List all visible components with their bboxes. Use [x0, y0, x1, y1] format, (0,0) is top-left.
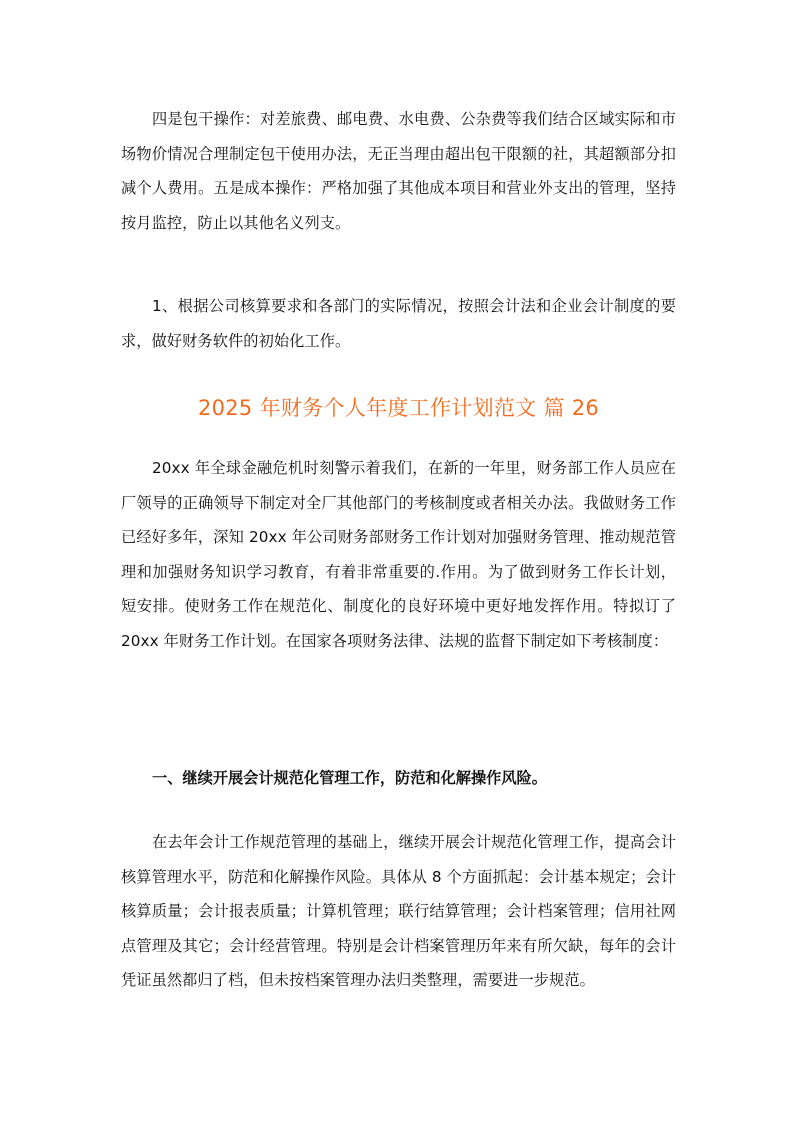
body-paragraph-intro: 20xx 年全球金融危机时刻警示着我们，在新的一年里，财务部工作人员应在厂领导的正确领导下制定对全厂其他部门的考核制度或者相关办法。我做财务工作已经好多年，深知 20xx 年公司财务部财务工作计划对加强财务管理、推动规范管理和加强财务知识学习教育，有着非常重要的.作用。为了做到财务工作长计划，短安排。使财务工作在规范化、制度化的良好环境中更好地发挥作用。特拟订了 20xx 年财务工作计划。在国家各项财务法律、法规的监督下制定如下考核制度： — [121, 459, 676, 650]
article-title: 2025 年财务个人年度工作计划范文 篇 26 — [197, 396, 600, 420]
body-paragraph-accounting-standardization: 在去年会计工作规范管理的基础上，继续开展会计规范化管理工作，提高会计核算管理水平，防范和化解操作风险。具体从 8 个方面抓起：会计基本规定；会计核算质量；会计报表质量；计算机管理；联行结算管理；会计档案管理；信用社网点管理及其它；会计经营管理。特别是会计档案管理历年来有所欠缺，每年的会计凭证虽然都归了档，但未按档案管理办法归类整理，需要进一步规范。 — [121, 833, 676, 989]
body-paragraph-software-initialization: 1、根据公司核算要求和各部门的实际情况，按照会计法和企业会计制度的要求，做好财务软件的初始化工作。 — [121, 297, 676, 350]
body-paragraph-lump-sum-operation: 四是包干操作：对差旅费、邮电费、水电费、公杂费等我们结合区域实际和市场物价情况合理制定包干使用办法，无正当理由超出包干限额的社，其超额部分扣减个人费用。五是成本操作：严格加强了其他成本项目和营业外支出的管理，坚持按月监控，防止以其他名义列支。 — [121, 110, 676, 232]
section-heading-1: 一、继续开展会计规范化管理工作，防范和化解操作风险。 — [152, 769, 547, 787]
